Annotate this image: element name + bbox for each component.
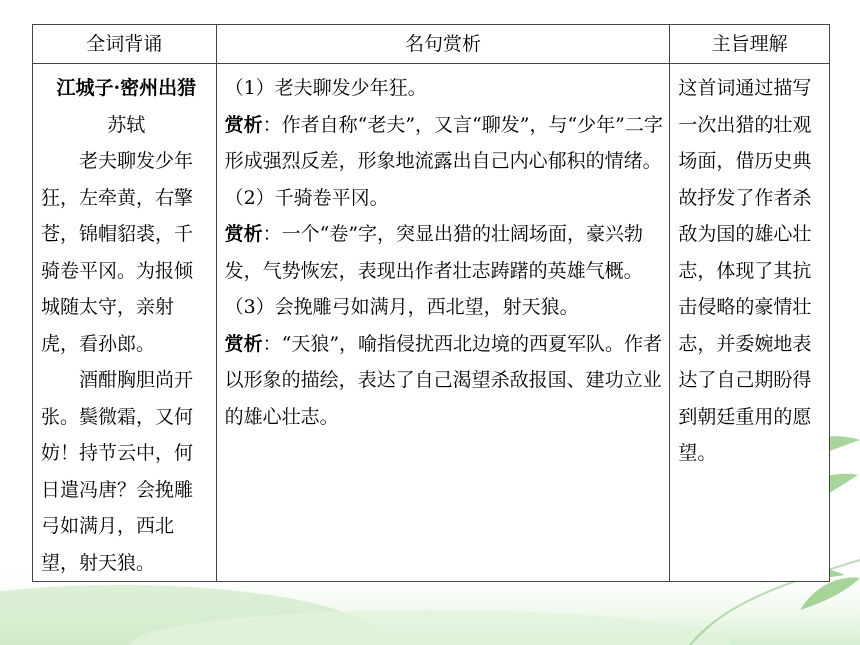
poem-author: 苏轼	[107, 113, 146, 136]
header-recitation: 全词背诵	[33, 25, 217, 64]
analysis-text: ：作者自称“老夫”，又言“聊发”，与“少年”二字形成强烈反差，形象地流露出自己内心郁积的情绪。	[224, 113, 663, 172]
poem-study-table	[32, 24, 830, 582]
poem-cell	[33, 64, 217, 582]
analysis-label: 赏析	[224, 223, 263, 245]
quote-3: （3）会挽雕弓如满月，西北望，射天狼。	[224, 296, 579, 318]
header-theme: 主旨理解	[670, 25, 830, 64]
analysis-label: 赏析	[224, 332, 263, 355]
poem-title: 江城子·密州出猎	[56, 77, 197, 99]
table-body-row	[33, 64, 830, 582]
quote-2: （2）千骑卷平冈。	[224, 186, 389, 209]
theme-text: 这首词通过描写一次出猎的壮观场面，借历史典故抒发了作者杀敌为国的雄心壮志，体现了其抗击侵略的豪情壮志，并委婉地表达了自己期盼得到朝廷重用的愿望。	[678, 77, 812, 464]
header-analysis: 名句赏析	[216, 25, 670, 64]
poem-paragraph-2: 酒酣胸胆尚开张。鬓微霜，又何妨！持节云中，何日遣冯唐？会挽雕弓如满月，西北望，射天狼。	[41, 369, 194, 574]
poem-paragraph-1: 老夫聊发少年狂，左牵黄，右擎苍，锦帽貂裘，千骑卷平冈。为报倾城随太守，亲射虎，看孙郎。	[41, 150, 194, 355]
analysis-cell	[216, 64, 670, 582]
theme-cell	[670, 64, 830, 582]
table-header-row	[33, 25, 830, 64]
analysis-1	[225, 107, 664, 180]
analysis-text: ：“天狼”，喻指侵扰西北边境的西夏军队。作者以形象的描绘，表达了自己渴望杀敌报国、建功立业的雄心壮志。	[224, 332, 663, 428]
analysis-2	[225, 216, 664, 289]
analysis-text: ：一个“卷”字，突显出猎的壮阔场面，豪兴勃发，气势恢宏，表现出作者壮志踌躇的英雄气概。	[224, 223, 644, 282]
analysis-3	[225, 326, 664, 436]
analysis-label: 赏析	[224, 113, 263, 136]
quote-1: （1）老夫聊发少年狂。	[224, 77, 427, 99]
